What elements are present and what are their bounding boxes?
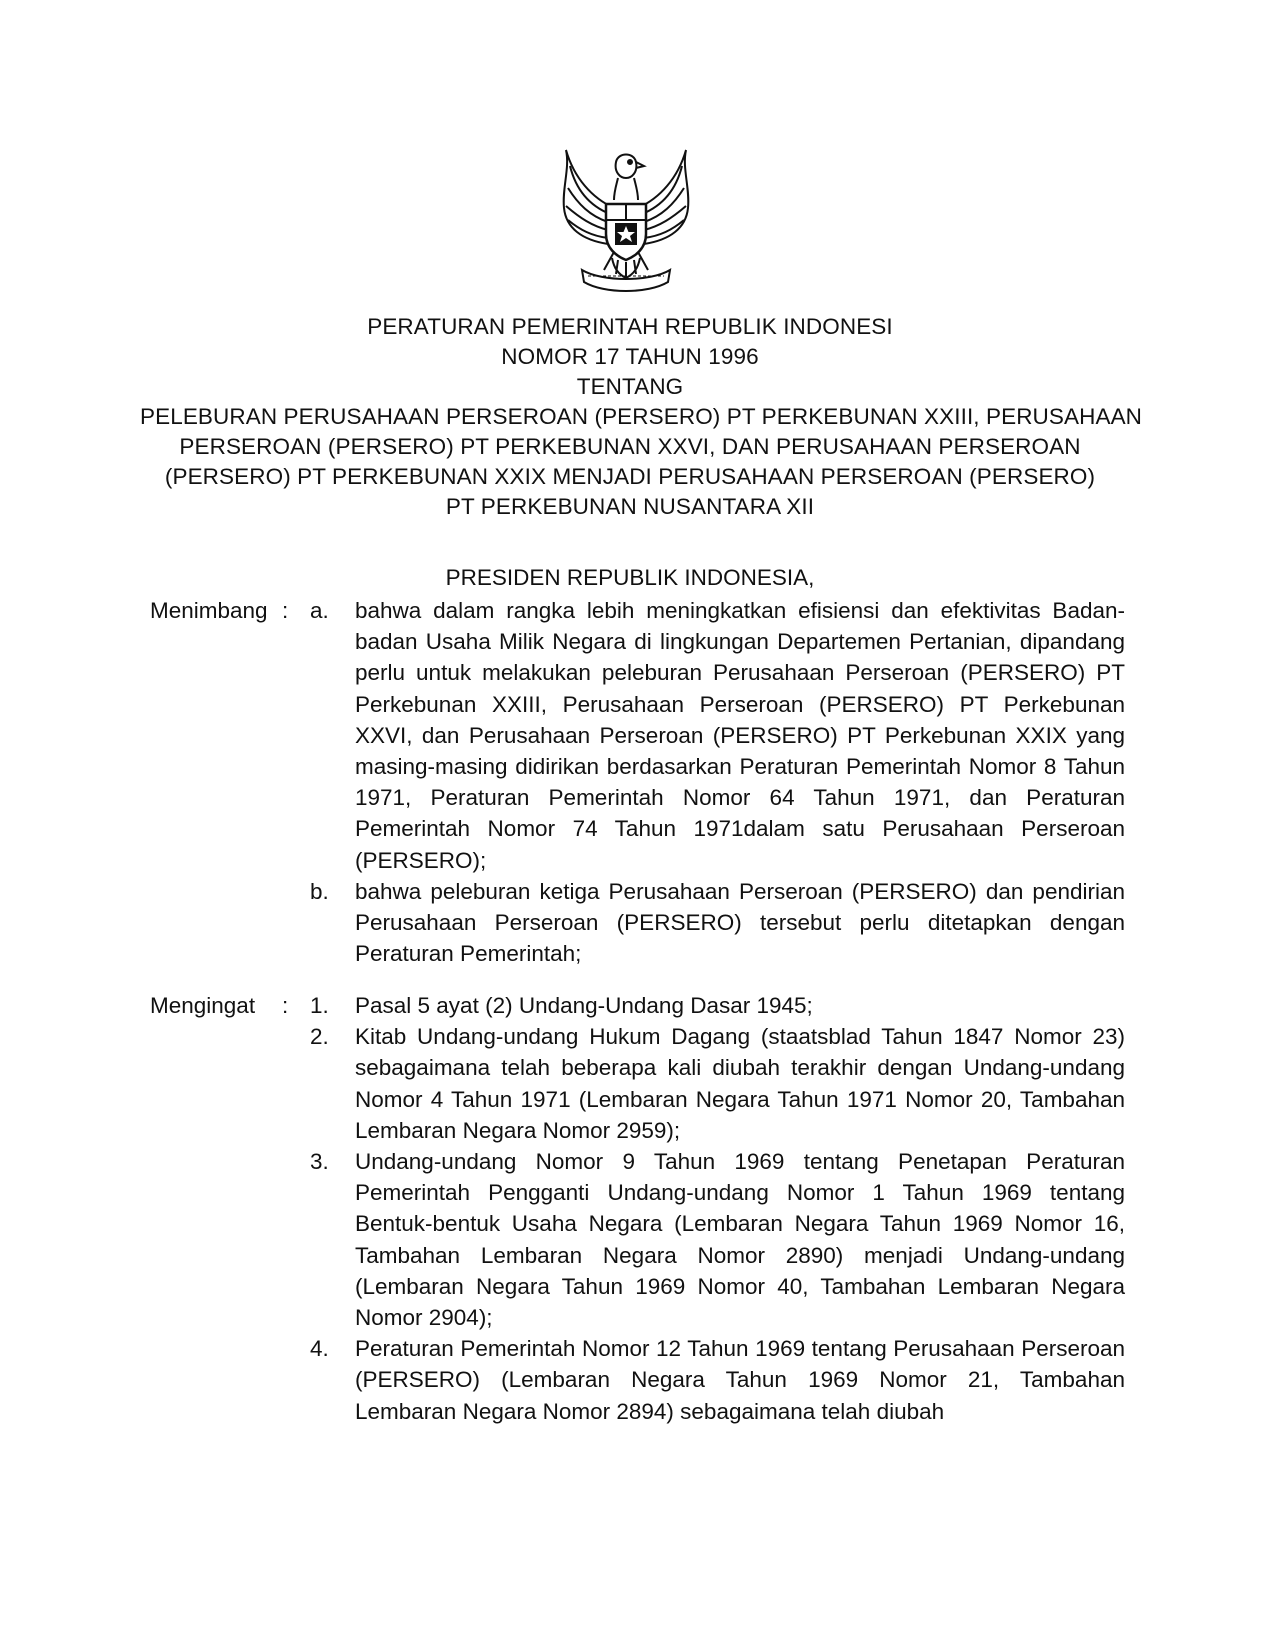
item-text: bahwa dalam rangka lebih meningkatkan efisiensi dan efektivitas Badan-badan Usaha Milik Negara di lingkungan Departemen Pertanian, dipandang perlu untuk melakukan peleburan Perusahaan Perseroan (PERSERO) PT Perkebunan XXIII, Perusahaan Perseroan (PERSERO) PT Perkebunan XXVI, dan Perusahaan Perseroan (PERSERO) PT Perkebunan XXIX yang masing-masing didirikan berdasarkan Peraturan Pemerintah Nomor 8 Tahun 1971, Peraturan Pemerintah Nomor 64 Tahun 1971, dan Peraturan Pemerintah Nomor 74 Tahun 1971dalam satu Perusahaan Perseroan (PERSERO); <box>355 598 1125 873</box>
list-item <box>150 1021 1125 1146</box>
president-heading: PRESIDEN REPUBLIK INDONESIA, <box>445 565 815 590</box>
item-text: bahwa peleburan ketiga Perusahaan Perseroan (PERSERO) dan pendirian Perusahaan Perseroan (PERSERO) tersebut perlu ditetapkan dengan Peraturan Pemerintah; <box>355 878 1125 967</box>
list-item <box>150 595 1125 876</box>
item-marker: 4. <box>310 1336 329 1362</box>
section-label: Menimbang <box>150 598 268 623</box>
list-item <box>150 1146 1125 1333</box>
garuda-emblem-icon <box>552 148 700 298</box>
menimbang-section <box>150 595 1125 969</box>
regulation-title: PERATURAN PEMERINTAH REPUBLIK INDONESI <box>367 314 893 339</box>
regulation-about: TENTANG <box>576 374 684 399</box>
mengingat-section <box>150 990 1125 1427</box>
item-marker: 3. <box>310 1149 329 1175</box>
item-text: Peraturan Pemerintah Nomor 12 Tahun 1969 tentang Perusahaan Perseroan (PERSERO) (Lembaran Negara Tahun 1969 Nomor 21, Tambahan Lembaran Negara Nomor 2894) sebagaimana telah diubah <box>355 1336 1125 1424</box>
item-marker: 1. <box>310 993 329 1018</box>
list-item <box>150 1333 1125 1427</box>
item-text: Pasal 5 ayat (2) Undang-Undang Dasar 1945; <box>355 993 813 1018</box>
regulation-subject-line: PERSEROAN (PERSERO) PT PERKEBUNAN XXVI, DAN PERUSAHAAN PERSEROAN <box>179 434 1081 459</box>
document-header <box>140 312 1143 522</box>
item-text: Kitab Undang-undang Hukum Dagang (staatsblad Tahun 1847 Nomor 23) sebagaimana telah beberapa kali diubah terakhir dengan Undang-undang Nomor 4 Tahun 1971 (Lembaran Negara Tahun 1971 Nomor 20, Tambahan Lembaran Negara Nomor 2959); <box>355 1024 1125 1143</box>
regulation-subject-line: PELEBURAN PERUSAHAAN PERSEROAN (PERSERO) PT PERKEBUNAN XXIII, PERUSAHAAN <box>140 404 1143 429</box>
regulation-number: NOMOR 17 TAHUN 1996 <box>501 344 759 369</box>
item-marker: 2. <box>310 1024 329 1050</box>
regulation-subject-line: PT PERKEBUNAN NUSANTARA XII <box>445 494 815 519</box>
item-marker: b. <box>310 878 329 904</box>
section-label: Mengingat <box>150 993 256 1018</box>
section-colon: : <box>282 993 289 1018</box>
section-colon: : <box>282 598 289 623</box>
list-item <box>150 990 1125 1021</box>
item-text: Undang-undang Nomor 9 Tahun 1969 tentang Penetapan Peraturan Pemerintah Pengganti Undang-undang Nomor 1 Tahun 1969 tentang Bentuk-bentuk Usaha Negara (Lembaran Negara Tahun 1969 Nomor 16, Tambahan Lembaran Negara Nomor 2890) menjadi Undang-undang (Lembaran Negara Tahun 1969 Nomor 40, Tambahan Lembaran Negara Nomor 2904); <box>355 1149 1125 1331</box>
regulation-subject-line: (PERSERO) PT PERKEBUNAN XXIX MENJADI PERUSAHAAN PERSEROAN (PERSERO) <box>164 464 1096 489</box>
item-marker: a. <box>310 598 329 623</box>
list-item <box>150 876 1125 970</box>
